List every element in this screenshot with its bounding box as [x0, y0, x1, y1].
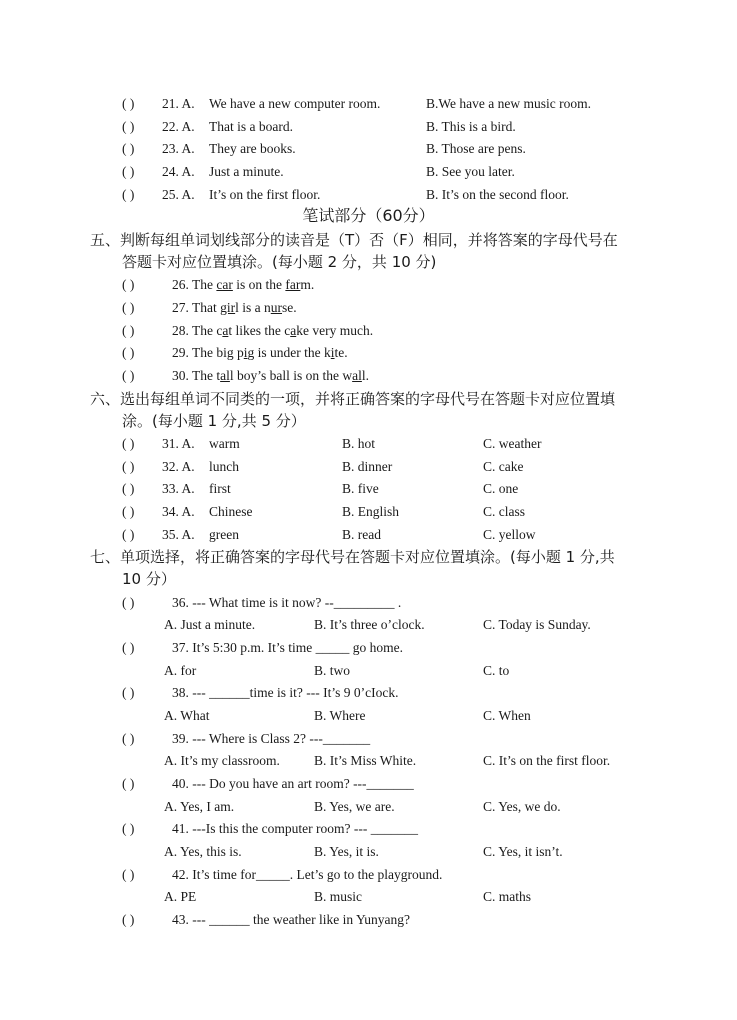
sentence: 28. The cat likes the cake very much.: [172, 323, 374, 338]
option-b: B. Yes, we are.: [314, 799, 395, 814]
question-text: 37. It’s 5:30 p.m. It’s time _____ go home.: [172, 640, 403, 655]
answer-paren[interactable]: ( ): [122, 119, 135, 134]
option-c: C. maths: [483, 889, 532, 904]
option-b: B. music: [314, 889, 363, 904]
answer-paren[interactable]: ( ): [122, 277, 135, 292]
sentence: 26. The car is on the farm.: [172, 277, 315, 292]
answer-paren[interactable]: ( ): [122, 527, 135, 542]
option-b: B.We have a new music room.: [426, 96, 591, 111]
answer-paren[interactable]: ( ): [122, 640, 135, 655]
question-number: 31. A.: [162, 436, 195, 451]
option-a: A. Just a minute.: [164, 617, 256, 632]
answer-paren[interactable]: ( ): [122, 368, 135, 383]
option-b: B. It’s three o’clock.: [314, 617, 425, 632]
option-b: B. Where: [314, 708, 366, 723]
option-a: We have a new computer room.: [209, 96, 381, 111]
answer-paren[interactable]: ( ): [122, 867, 135, 882]
question-number: 25. A.: [162, 187, 195, 202]
option-b: B. read: [342, 527, 381, 542]
question-text: 40. --- Do you have an art room? ---_______: [172, 776, 414, 791]
question-number: 33. A.: [162, 481, 195, 496]
answer-paren[interactable]: ( ): [122, 776, 135, 791]
option-a: A. It’s my classroom.: [164, 753, 280, 768]
written-part-title: 笔试部分（60分）: [302, 206, 435, 225]
answer-paren[interactable]: ( ): [122, 481, 135, 496]
sentence: 27. That girl is a nurse.: [172, 300, 297, 315]
option-a: first: [209, 481, 231, 496]
option-b: B. Those are pens.: [426, 141, 526, 156]
answer-paren[interactable]: ( ): [122, 141, 135, 156]
answer-paren[interactable]: ( ): [122, 96, 135, 111]
answer-paren[interactable]: ( ): [122, 731, 135, 746]
answer-paren[interactable]: ( ): [122, 187, 135, 202]
section-6-heading-cont: 涂。(每小题 1 分,共 5 分）: [122, 412, 306, 430]
section-6-heading: 六、选出每组单词不同类的一项，并将正确答案的字母代号在答题卡对应位置填: [90, 390, 616, 408]
answer-paren[interactable]: ( ): [122, 323, 135, 338]
option-a: warm: [209, 436, 240, 451]
question-number: 21. A.: [162, 96, 195, 111]
answer-paren[interactable]: ( ): [122, 504, 135, 519]
question-number: 22. A.: [162, 119, 195, 134]
question-number: 34. A.: [162, 504, 195, 519]
option-a: A. Yes, I am.: [164, 799, 235, 814]
option-a: green: [209, 527, 239, 542]
option-b: B. It’s on the second floor.: [426, 187, 569, 202]
option-c: C. Yes, it isn’t.: [483, 844, 563, 859]
answer-paren[interactable]: ( ): [122, 436, 135, 451]
answer-paren[interactable]: ( ): [122, 595, 135, 610]
option-c: C. one: [483, 481, 519, 496]
question-number: 24. A.: [162, 164, 195, 179]
question-text: 36. --- What time is it now? --_________ .: [172, 595, 402, 610]
option-a: Just a minute.: [209, 164, 284, 179]
option-a: lunch: [209, 459, 239, 474]
option-c: C. It’s on the first floor.: [483, 753, 611, 768]
option-b: B. hot: [342, 436, 376, 451]
option-a: They are books.: [209, 141, 296, 156]
option-b: B. dinner: [342, 459, 393, 474]
option-c: C. weather: [483, 436, 542, 451]
option-a: A. PE: [164, 889, 197, 904]
section-7-heading-cont: 10 分）: [122, 570, 176, 588]
section-5-heading: 五、判断每组单词划线部分的读音是（T）否（F）相同，并将答案的字母代号在: [90, 231, 618, 249]
answer-paren[interactable]: ( ): [122, 685, 135, 700]
section-7-heading: 七、单项选择，将正确答案的字母代号在答题卡对应位置填涂。(每小题 1 分,共: [90, 548, 615, 566]
option-c: C. class: [483, 504, 525, 519]
answer-paren[interactable]: ( ): [122, 345, 135, 360]
option-b: B. two: [314, 663, 351, 678]
question-text: 43. --- ______ the weather like in Yunyang?: [172, 912, 410, 927]
section-5-heading-cont: 答题卡对应位置填涂。(每小题 2 分，共 10 分): [122, 253, 437, 271]
option-a: A. Yes, this is.: [164, 844, 242, 859]
sentence: 29. The big pig is under the kite.: [172, 345, 348, 360]
question-text: 39. --- Where is Class 2? ---_______: [172, 731, 371, 746]
option-c: C. yellow: [483, 527, 536, 542]
option-c: C. cake: [483, 459, 524, 474]
answer-paren[interactable]: ( ): [122, 912, 135, 927]
option-c: C. Yes, we do.: [483, 799, 561, 814]
answer-paren[interactable]: ( ): [122, 821, 135, 836]
question-text: 41. ---Is this the computer room? --- _______: [172, 821, 418, 836]
option-b: B. See you later.: [426, 164, 515, 179]
answer-paren[interactable]: ( ): [122, 459, 135, 474]
option-b: B. five: [342, 481, 379, 496]
option-b: B. This is a bird.: [426, 119, 516, 134]
option-c: C. Today is Sunday.: [483, 617, 591, 632]
question-number: 23. A.: [162, 141, 195, 156]
option-a: It’s on the first floor.: [209, 187, 321, 202]
option-b: B. It’s Miss White.: [314, 753, 417, 768]
option-b: B. Yes, it is.: [314, 844, 379, 859]
option-a: A. What: [164, 708, 210, 723]
question-number: 35. A.: [162, 527, 195, 542]
answer-paren[interactable]: ( ): [122, 164, 135, 179]
option-c: C. to: [483, 663, 510, 678]
option-c: C. When: [483, 708, 531, 723]
option-a: That is a board.: [209, 119, 293, 134]
question-text: 38. --- ______time is it? --- It’s 9 0’cIock.: [172, 685, 399, 700]
question-text: 42. It’s time for_____. Let’s go to the playground.: [172, 867, 443, 882]
option-a: A. for: [164, 663, 197, 678]
option-b: B. English: [342, 504, 400, 519]
option-a: Chinese: [209, 504, 253, 519]
answer-paren[interactable]: ( ): [122, 300, 135, 315]
question-number: 32. A.: [162, 459, 195, 474]
sentence: 30. The tall boy’s ball is on the wall.: [172, 368, 370, 383]
